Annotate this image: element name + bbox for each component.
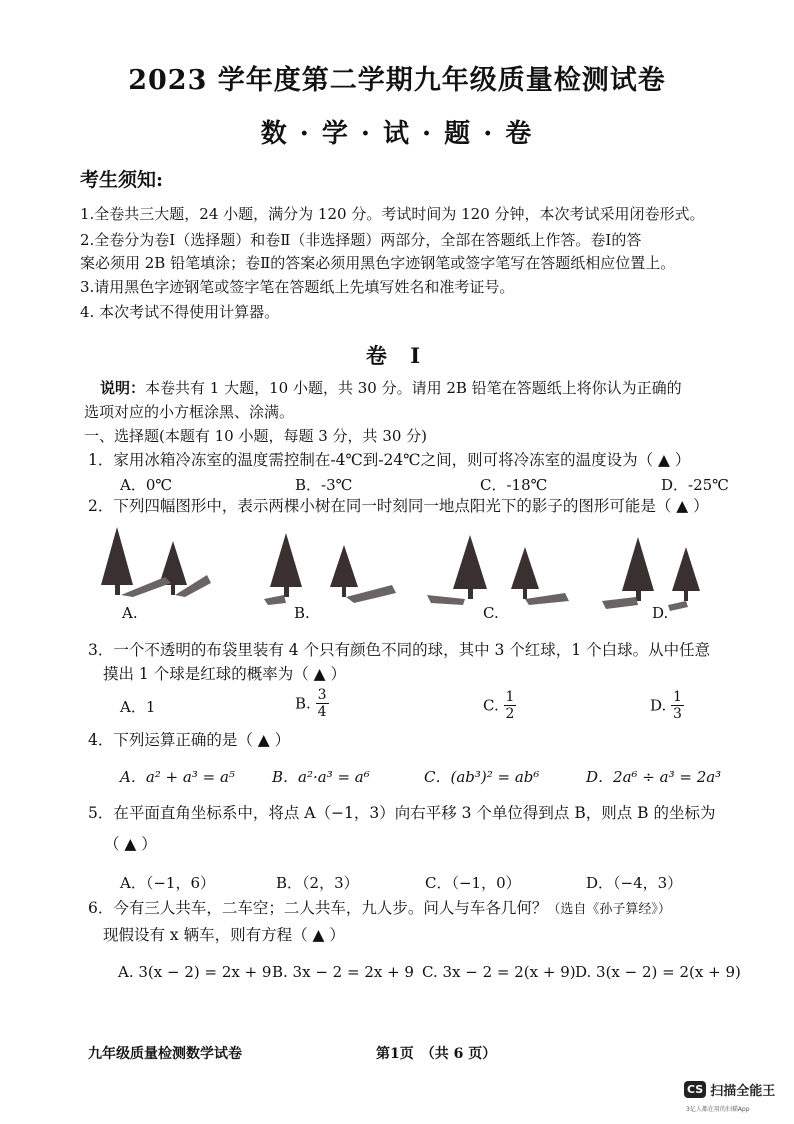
q3-option-d-fraction xyxy=(671,689,684,722)
q1-stem: 1．家用冰箱冷冻室的温度需控制在-4℃到-24℃之间，则可将冷冻室的温度设为（ ▲ ） xyxy=(88,451,691,469)
note-text: 本卷共有 1 大题，10 小题，共 30 分。请用 2B 铅笔在答题纸上将你认为正确的 xyxy=(145,379,682,397)
q5-stem-cont: （ ▲ ） xyxy=(104,835,157,853)
figure-c-trees xyxy=(425,525,575,620)
part-heading: 一、选择题(本题有 10 小题，每题 3 分，共 30 分) xyxy=(84,427,428,445)
q2-option-d: D. xyxy=(652,604,669,622)
q1-option-b: B．-3℃ xyxy=(295,476,353,494)
figure-a-trees xyxy=(95,525,215,620)
q3-stem-cont: 摸出 1 个球是红球的概率为（ ▲ ） xyxy=(103,665,346,683)
q3-option-b-label: B. xyxy=(295,694,311,713)
q6-option-d: D. 3(x − 2) = 2(x + 9) xyxy=(575,963,741,981)
q2-option-a: A. xyxy=(122,604,138,622)
q6-option-c: C. 3x − 2 = 2(x + 9) xyxy=(422,963,576,981)
q5-option-a: A．（−1，6） xyxy=(120,874,215,892)
q6-stem-text: 6．今有三人共车，二车空；二人共车，九人步。问人与车各几何？ xyxy=(88,899,548,917)
notice-heading: 考生须知: xyxy=(80,169,164,191)
q1-option-c: C．-18℃ xyxy=(480,476,548,494)
q4-option-d: D．2a⁶ ÷ a³ = 2a³ xyxy=(586,768,722,786)
q2-stem: 2．下列四幅图形中，表示两棵小树在同一时刻同一地点阳光下的影子的图形可能是（ ▲ ） xyxy=(88,497,709,515)
q6-option-a: A. 3(x − 2) = 2x + 9 xyxy=(118,963,272,981)
q5-stem: 5．在平面直角坐标系中，将点 A（−1，3）向右平移 3 个单位得到点 B，则点 B 的坐标为 xyxy=(88,804,716,822)
q6-stem xyxy=(88,898,671,920)
note-label: 说明： xyxy=(100,379,146,397)
q4-option-b: B．a²·a³ = a⁶ xyxy=(272,768,370,786)
q3-option-d xyxy=(650,689,684,722)
q4-option-a: A．a² + a³ = a⁵ xyxy=(120,768,235,786)
footer-page-number: 第1页 （共 6 页） xyxy=(376,1046,497,1062)
footer-exam-name: 九年级质量检测数学试卷 xyxy=(88,1046,242,1062)
q3-stem: 3．一个不透明的布袋里装有 4 个只有颜色不同的球，其中 3 个红球，1 个白球。从中任意 xyxy=(88,641,711,659)
q1-option-d: D．-25℃ xyxy=(661,476,729,494)
q6-stem-cont: 现假设有 x 辆车，则有方程（ ▲ ） xyxy=(103,926,345,944)
q1-option-a: A．0℃ xyxy=(120,476,173,494)
q3-option-c xyxy=(483,689,516,722)
watermark-name: 扫描全能王 xyxy=(710,1084,776,1099)
fraction-numerator: 1 xyxy=(505,689,515,705)
exam-subtitle: 数 · 学 · 试 · 题 · 卷 xyxy=(260,119,534,149)
notice-item-3: 3.请用黑色字迹钢笔或签字笔在答题纸上先填写姓名和准考证号。 xyxy=(80,278,515,296)
figure-b-trees xyxy=(262,525,402,620)
q4-stem: 4．下列运算正确的是（ ▲ ） xyxy=(88,731,291,749)
q3-option-a: A．1 xyxy=(120,698,156,716)
q3-option-c-label: C. xyxy=(483,696,499,715)
q3-option-b-fraction xyxy=(316,687,329,720)
fraction-numerator: 1 xyxy=(673,689,682,705)
scanner-watermark xyxy=(684,1080,775,1099)
q5-option-d: D．（−4，3） xyxy=(586,874,683,892)
exam-title: 2023 学年度第二学期九年级质量检测试卷 xyxy=(128,65,666,96)
q2-option-c: C. xyxy=(483,604,499,622)
q3-option-c-fraction xyxy=(504,689,517,722)
q2-option-b: B. xyxy=(294,604,310,622)
fraction-numerator: 3 xyxy=(317,687,327,703)
fraction-denominator: 2 xyxy=(505,706,515,722)
q6-option-b: B. 3x − 2 = 2x + 9 xyxy=(272,963,414,981)
notice-item-2: 2.全卷分为卷Ⅰ（选择题）和卷Ⅱ（非选择题）两部分，全部在答题纸上作答。卷Ⅰ的答 xyxy=(80,231,642,249)
q4-option-c: C．(ab³)² = ab⁶ xyxy=(424,768,540,786)
q5-option-c: C．（−1，0） xyxy=(425,874,521,892)
notice-item-4: 4. 本次考试不得使用计算器。 xyxy=(80,303,280,321)
q3-option-d-label: D. xyxy=(650,696,667,715)
camscanner-logo-icon: CS xyxy=(684,1081,706,1098)
q6-source: （选自《孙子算经》） xyxy=(547,902,671,917)
fraction-denominator: 3 xyxy=(673,706,682,722)
notice-item-1: 1.全卷共三大题，24 小题，满分为 120 分。考试时间为 120 分钟，本次考试采用闭卷形式。 xyxy=(80,205,705,223)
q5-option-b: B．（2，3） xyxy=(276,874,359,892)
section-note xyxy=(100,378,682,398)
fraction-denominator: 4 xyxy=(317,704,327,720)
note-text-cont: 选项对应的小方框涂黑、涂满。 xyxy=(84,403,295,421)
watermark-tagline: 3亿人都在用的扫描App xyxy=(686,1106,750,1113)
q3-option-b xyxy=(295,687,329,720)
notice-item-2-cont: 案必须用 2B 铅笔填涂；卷Ⅱ的答案必须用黑色字迹钢笔或签字笔写在答题纸相应位置上。 xyxy=(80,254,676,272)
section-title: 卷 Ⅰ xyxy=(365,343,429,368)
